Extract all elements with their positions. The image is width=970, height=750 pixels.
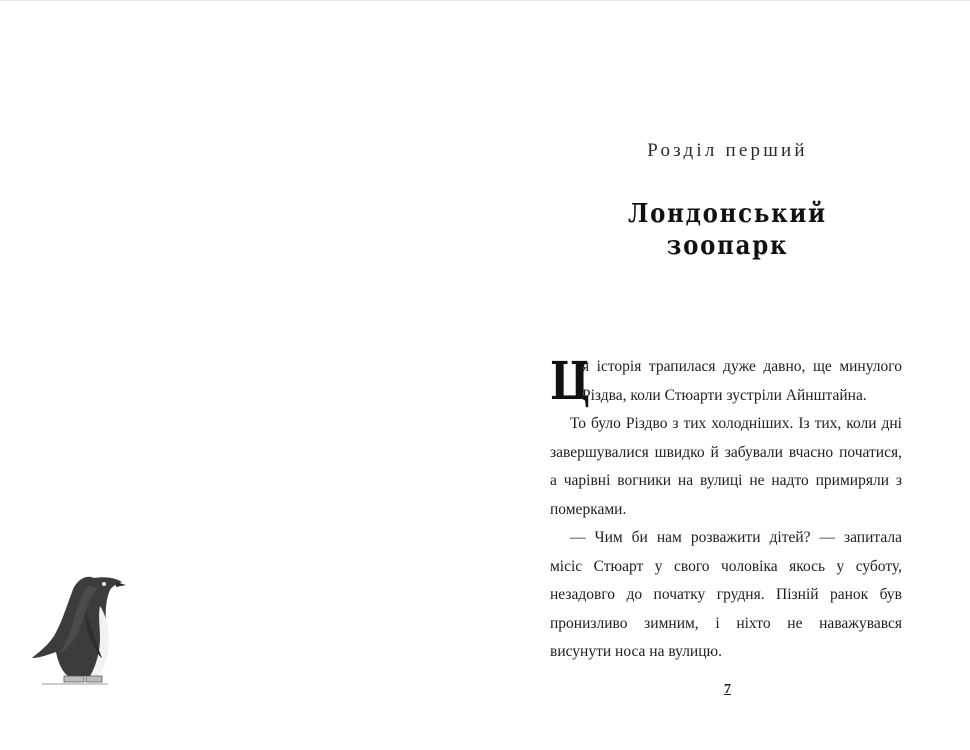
- chapter-body: [550, 353, 902, 667]
- penguin-eye: [102, 582, 106, 586]
- paragraph-1: [550, 353, 902, 410]
- paragraph-3: — Чим би нам розважити дітей? — запитала місіс Стюарт у свого чоловіка якось у суботу, незадовго до початку грудня. Пізній ранок був пронизливо зимним, і ніхто не наважувався висунути носа на вулицю.: [550, 529, 902, 660]
- chapter-title-line2: зоопарк: [666, 231, 789, 261]
- dropcap-letter: Ц: [550, 351, 591, 412]
- chapter-label: Розділ перший: [647, 140, 808, 161]
- paragraph-2: То було Різдво з тих холодніших. Із тих, коли дні завершувалися швидко й забували вчасно початися, а чарівні вогники на вулиці не надто примиряли з померками.: [550, 415, 902, 518]
- paragraph-1-text: я історія трапилася дуже давно, ще минулого Різдва, коли Стюарти зустріли Айнштайна.: [582, 358, 902, 404]
- penguin-foot-right: [86, 676, 102, 682]
- page-number: 7: [724, 682, 731, 697]
- chapter-title: [514, 198, 941, 262]
- penguin-beak: [116, 582, 126, 587]
- chapter-title-line1: Лондонський: [628, 199, 827, 229]
- penguin-icon: [28, 566, 128, 688]
- penguin-foot-left: [64, 676, 84, 682]
